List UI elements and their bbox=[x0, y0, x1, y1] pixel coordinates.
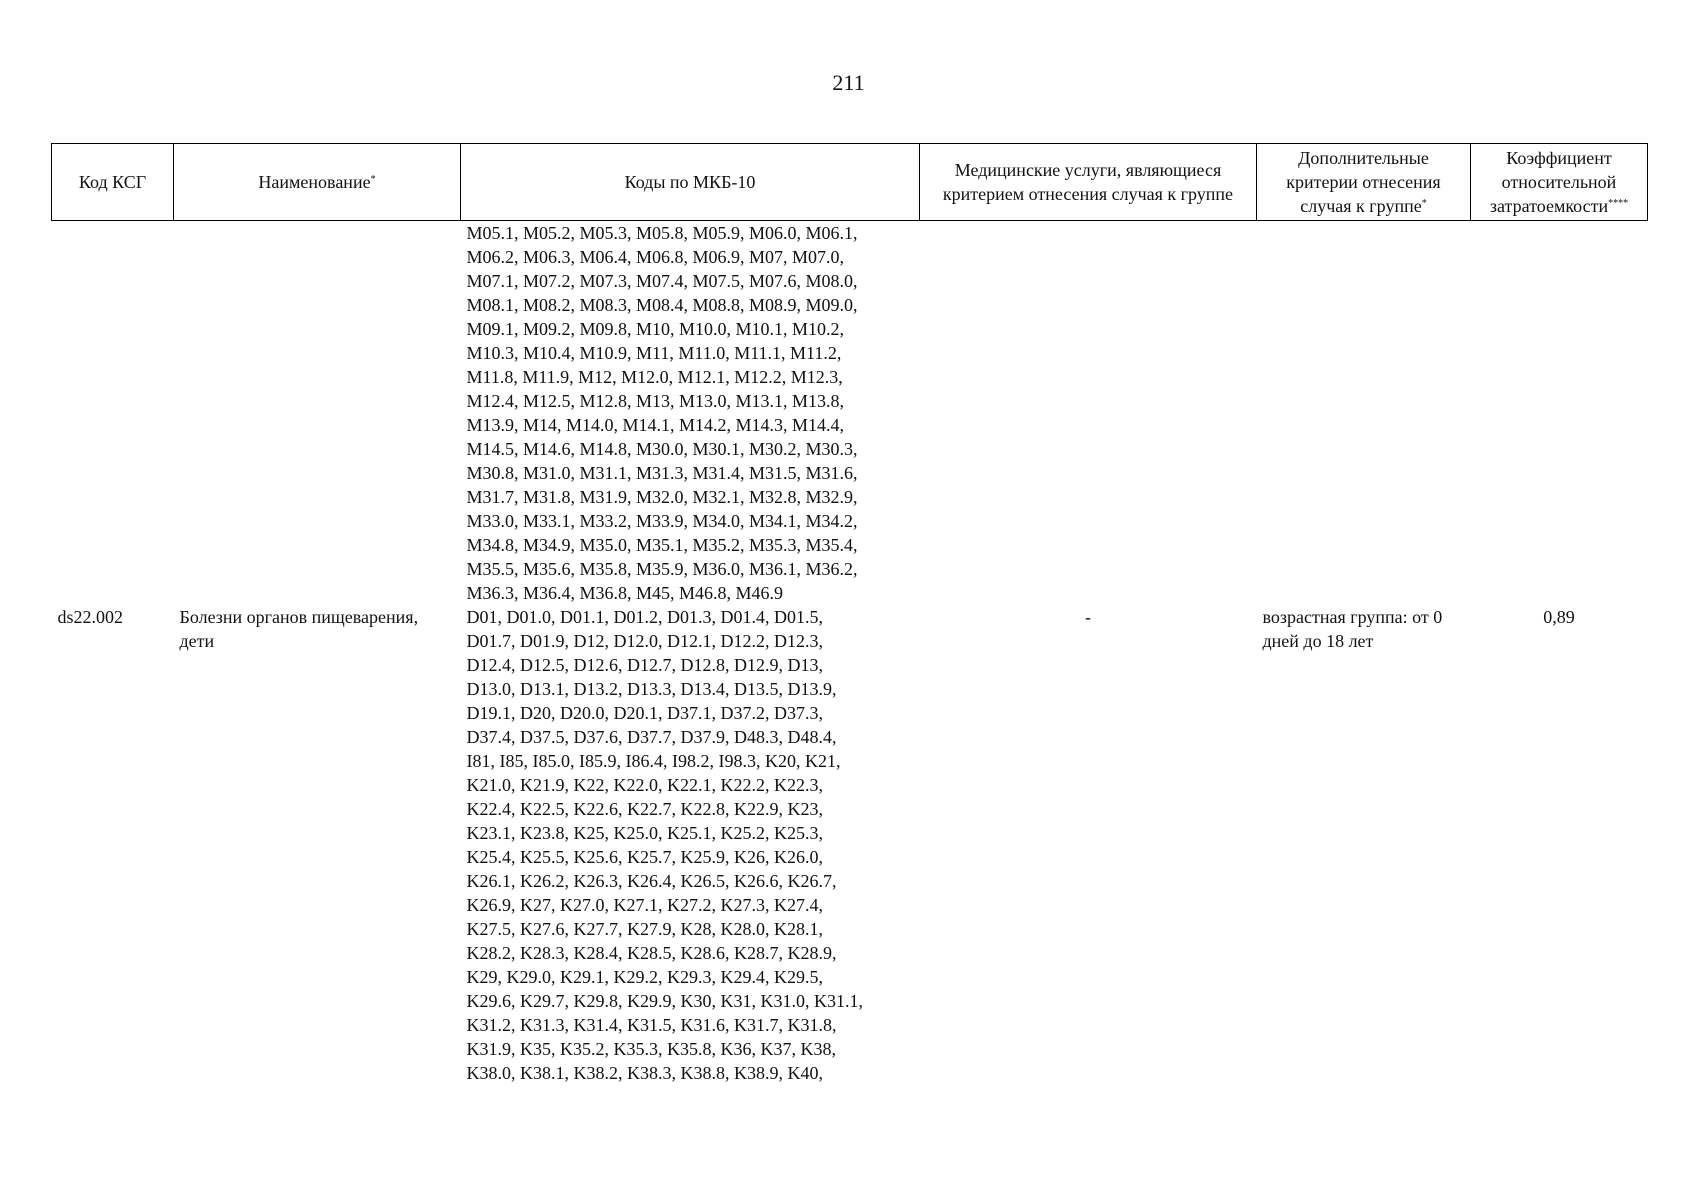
table-header-row bbox=[52, 144, 1648, 221]
header-name: Наименование* bbox=[174, 144, 461, 221]
header-coefficient: Коэффициент относительной затратоемкости**** bbox=[1471, 144, 1648, 221]
ksg-name: Болезни органов пищеварения, дети bbox=[179, 607, 419, 651]
icd-codes-continuation: M05.1, M05.2, M05.3, M05.8, M05.9, M06.0, M06.1, M06.2, M06.3, M06.4, M06.8, M06.9, M07, M07.0, M07.1, M07.2, M07.3, M07.4, M07.5, M07.6, M08.0, M08.1, M08.2, M08.3, M08.4, M08.8, M08.9, M09.0, M09.1, M09.2, M09.8, M10, M10.0, M10.1, M10.2, M10.3, M10.4, M10.9, M11, M11.0, M11.1, M11.2, M11.8, M11.9, M12, M12.0, M12.1, M12.2, M12.3, M12.4, M12.5, M12.8, M13, M13.0, M13.1, M13.8, M13.9, M14, M14.0, M14.1, M14.2, M14.3, M14.4, M14.5, M14.6, M14.8, M30.0, M30.1, M30.2, M30.3, M30.8, M31.0, M31.1, M31.3, M31.4, M31.5, M31.6, M31.7, M31.8, M31.9, M32.0, M32.1, M32.8, M32.9, M33.0, M33.1, M33.2, M33.9, M34.0, M34.1, M34.2, M34.8, M34.9, M35.0, M35.1, M35.2, M35.3, M35.4, M35.5, M35.6, M35.8, M35.9, M36.0, M36.1, M36.2, M36.3, M36.4, M36.8, M45, M46.8, M46.9 bbox=[466, 223, 858, 603]
header-additional-criteria: Дополнительные критерии отнесения случая к группе* bbox=[1257, 144, 1471, 221]
additional-criteria: возрастная группа: от 0 дней до 18 лет bbox=[1262, 607, 1443, 651]
page-number: 211 bbox=[832, 70, 865, 95]
header-medical-services: Медицинские услуги, являющиеся критерием отнесения случая к группе bbox=[920, 144, 1257, 221]
table-row bbox=[52, 605, 1648, 1085]
medical-services: - bbox=[1085, 607, 1091, 627]
ksg-table bbox=[51, 143, 1648, 1085]
ksg-code: ds22.002 bbox=[57, 607, 124, 627]
header-icd-codes: Коды по МКБ-10 bbox=[461, 144, 920, 221]
coefficient: 0,89 bbox=[1543, 607, 1575, 627]
icd-codes: D01, D01.0, D01.1, D01.2, D01.3, D01.4, D01.5, D01.7, D01.9, D12, D12.0, D12.1, D12.2, D12.3, D12.4, D12.5, D12.6, D12.7, D12.8, D12.9, D13, D13.0, D13.1, D13.2, D13.3, D13.4, D13.5, D13.9, D19.1, D20, D20.0, D20.1, D37.1, D37.2, D37.3, D37.4, D37.5, D37.6, D37.7, D37.9, D48.3, D48.4, I81, I85, I85.0, I85.9, I86.4, I98.2, I98.3, K20, K21, K21.0, K21.9, K22, K22.0, K22.1, K22.2, K22.3, K22.4, K22.5, K22.6, K22.7, K22.8, K22.9, K23, K23.1, K23.8, K25, K25.0, K25.1, K25.2, K25.3, K25.4, K25.5, K25.6, K25.7, K25.9, K26, K26.0, K26.1, K26.2, K26.3, K26.4, K26.5, K26.6, K26.7, K26.9, K27, K27.0, K27.1, K27.2, K27.3, K27.4, K27.5, K27.6, K27.7, K27.9, K28, K28.0, K28.1, K28.2, K28.3, K28.4, K28.5, K28.6, K28.7, K28.9, K29, K29.0, K29.1, K29.2, K29.3, K29.4, K29.5, K29.6, K29.7, K29.8, K29.9, K30, K31, K31.0, K31.1, K31.2, K31.3, K31.4, K31.5, K31.6, K31.7, K31.8, K31.9, K35, K35.2, K35.3, K35.8, K36, K37, K38, K38.0, K38.1, K38.2, K38.3, K38.8, K38.9, K40, bbox=[466, 607, 863, 1083]
header-code: Код КСГ bbox=[52, 144, 174, 221]
table-row-continuation bbox=[52, 221, 1648, 606]
